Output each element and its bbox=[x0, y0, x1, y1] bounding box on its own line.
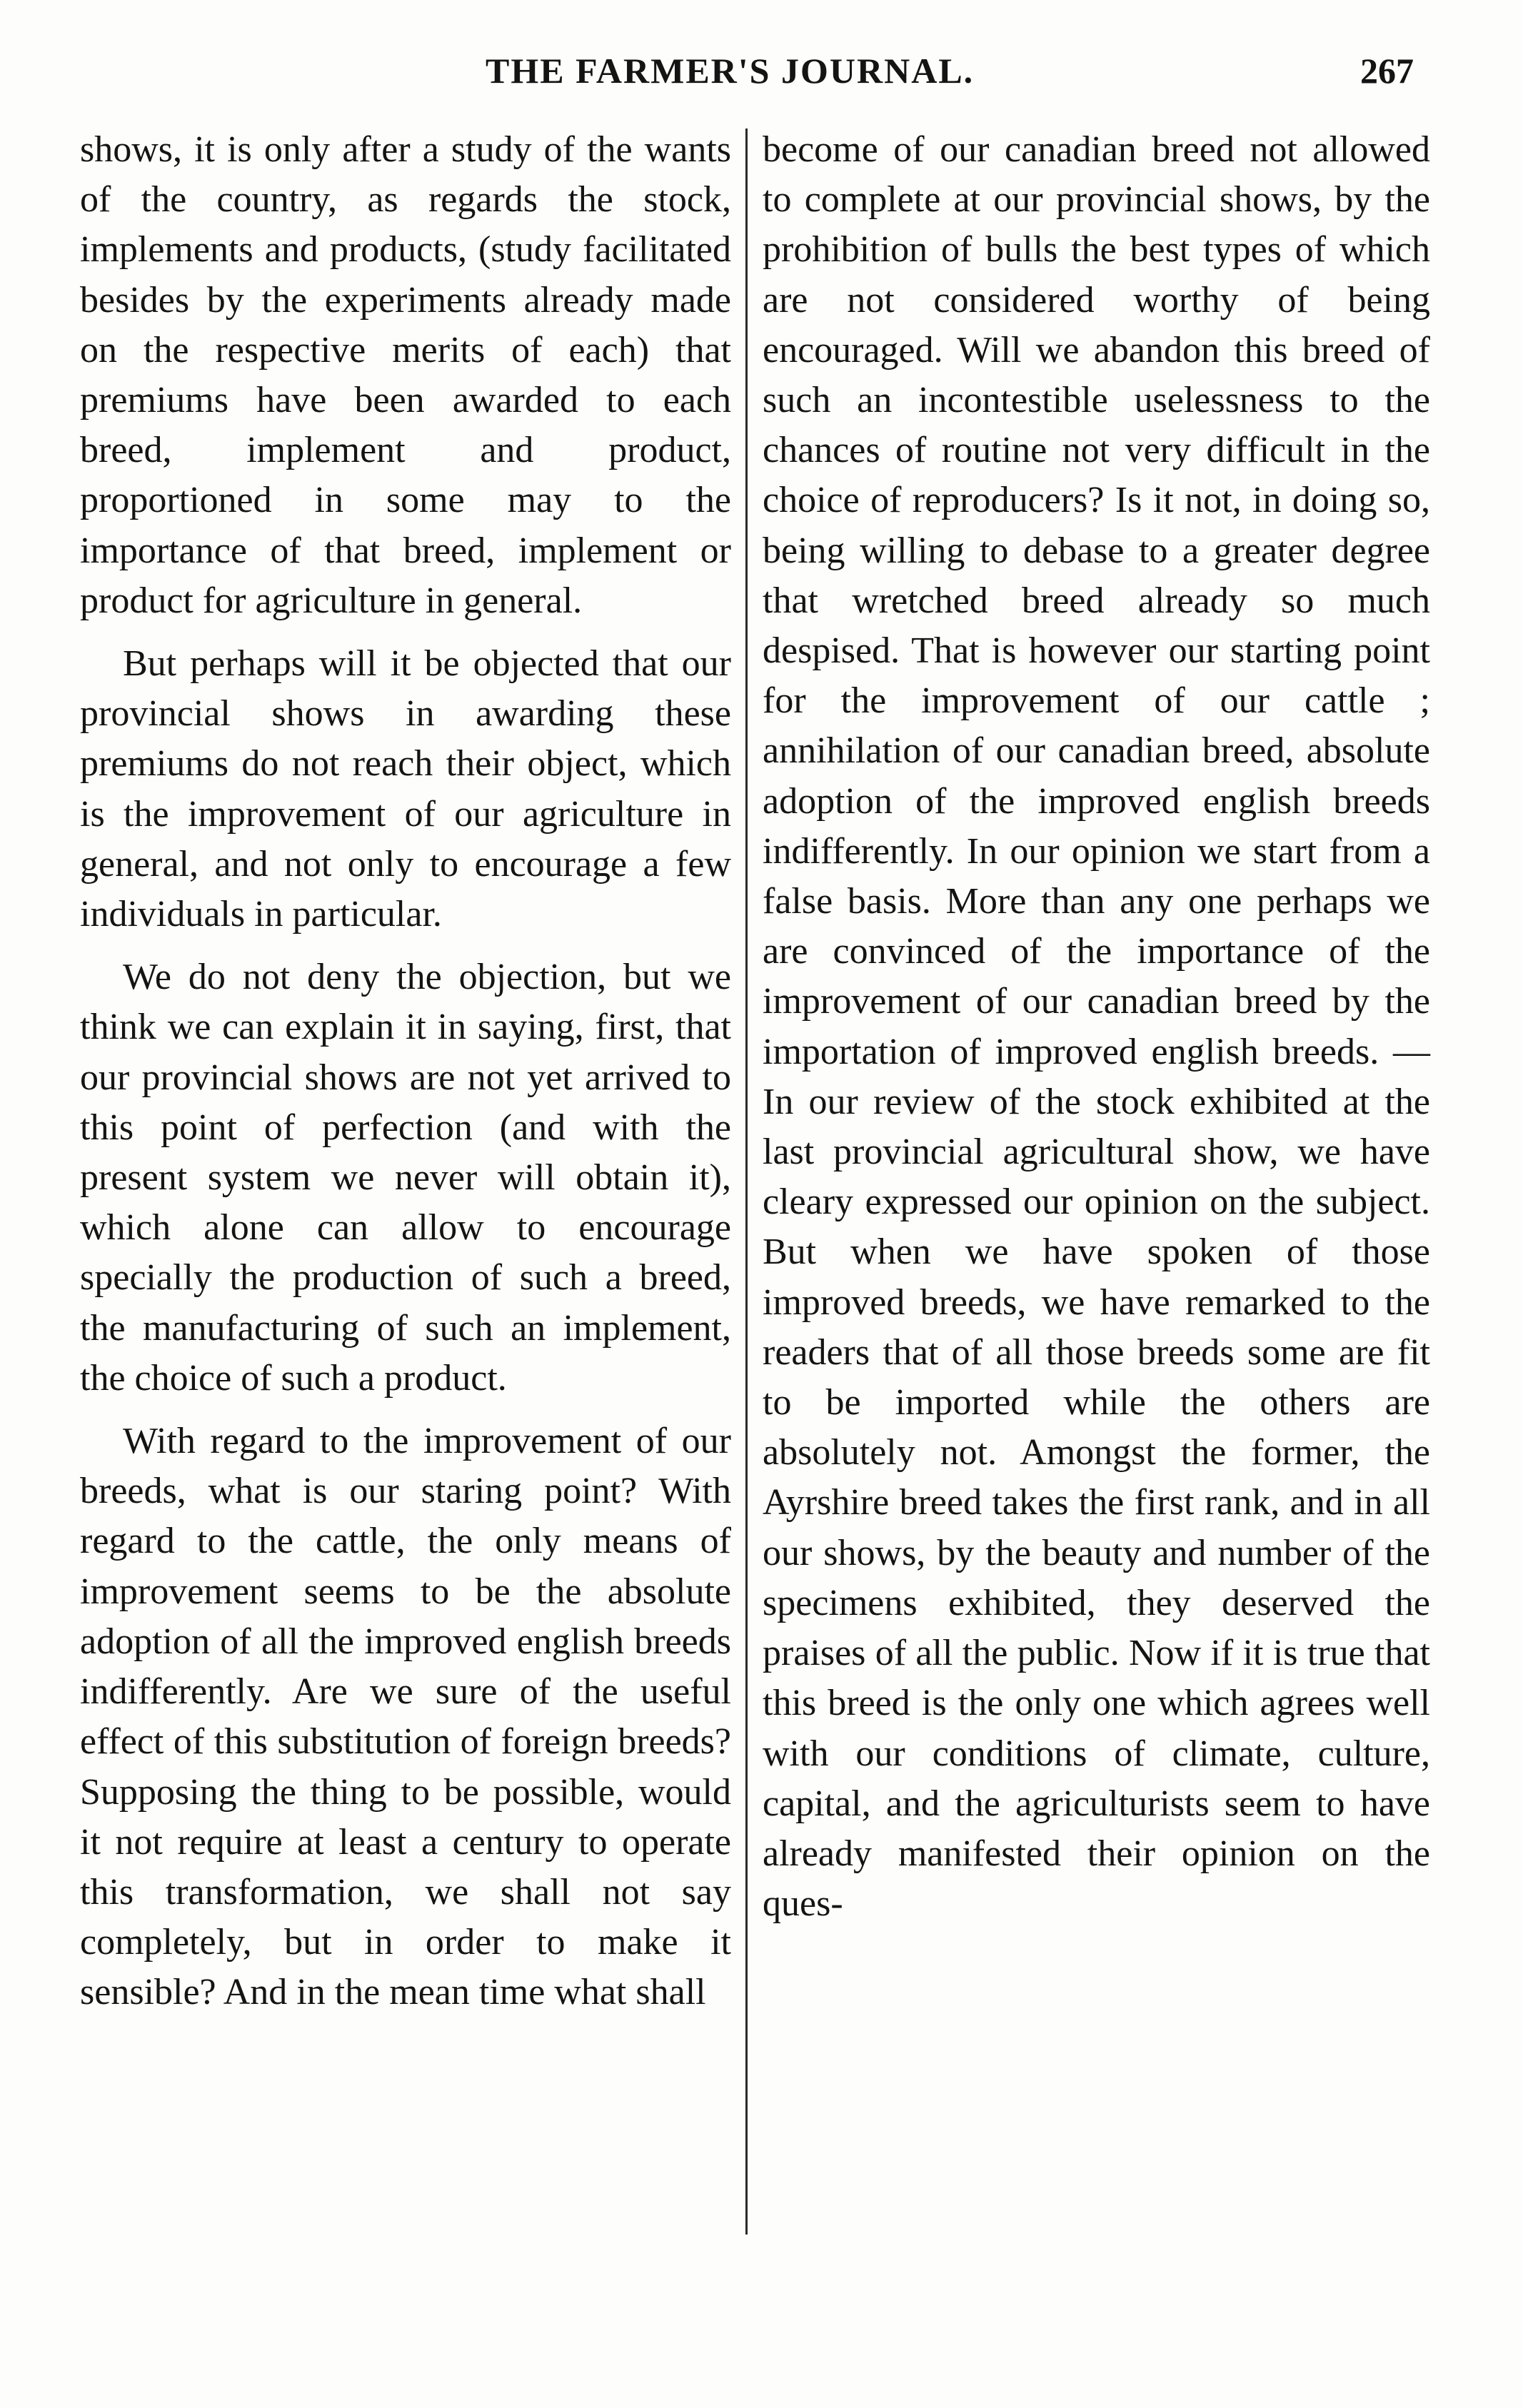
running-head bbox=[71, 50, 1428, 107]
left-column bbox=[80, 125, 731, 2018]
running-title: THE FARMER'S JOURNAL. bbox=[486, 51, 975, 91]
left-paragraph-2: But perhaps will it be objected that our provincial shows in awarding these premiums do not reach their object, which is the improvement of our agriculture in general, and not only to encourage a few individuals in particular. bbox=[80, 643, 731, 935]
column-divider bbox=[745, 129, 748, 2235]
left-paragraph-4: With regard to the improvement of our breeds, what is our staring point? With regard to the cattle, the only means of improvement seems to be the absolute adoption of all the improved english breeds indifferently. Are we sure of the useful effect of this substitution of foreign breeds? Supposing the thing to be possible, would it not require at least a century to operate this transformation, we shall not say completely, but in order to make it sensible? And in the mean time what shall bbox=[80, 1421, 731, 2013]
right-paragraph-1: become of our canadian breed not allowed to complete at our provincial shows, by the prohibition of bulls the best types of which are not considered worthy of being encouraged. Will we abandon this breed of such an incontestible uselessness to the chances of routine not very difficult in the choice of reproducers? Is it not, in doing so, being willing to debase to a greater degree that wretched breed already so much despised. That is however our starting point for the improvement of our cattle ; annihilation of our canadian breed, absolute adoption of the improved english breeds indifferently. In our opinion we start from a false basis. More than any one perhaps we are convinced of the importance of the improvement of our canadian breed by the importation of improved english breeds. — In our review of the stock exhibited at the last provincial agricultural show, we have cleary expressed our opinion on the subject. But when we have spoken of those improved breeds, we have remarked to the readers that of all those breeds some are fit to be imported while the others are absolutely not. Amongst the former, the Ayrshire breed takes the first rank, and in all our shows, by the beauty and number of the specimens exhibited, they deserved the praises of all the public. Now if it is true that this breed is the only one which agrees well with our conditions of climate, culture, capital, and the agriculturists seem to have already manifested their opinion on the ques- bbox=[763, 129, 1430, 1925]
page-number: 267 bbox=[1360, 51, 1414, 91]
left-paragraph-3: We do not deny the objection, but we think we can explain it in saying, first, that our provincial shows are not yet arrived to this point of perfection (and with the present system we never will obtain it), which alone can allow to encourage specially the production of such a breed, the manufacturing of such an implement, the choice of such a product. bbox=[80, 957, 731, 1399]
right-column bbox=[763, 125, 1430, 1929]
left-paragraph-1: shows, it is only after a study of the wants of the country, as regards the stock, implements and products, (study facilitated besides by the experiments already made on the respective merits of each) that premiums have been awarded to each breed, implement and product, proportioned in some may to the importance of that breed, implement or product for agriculture in general. bbox=[80, 129, 731, 621]
